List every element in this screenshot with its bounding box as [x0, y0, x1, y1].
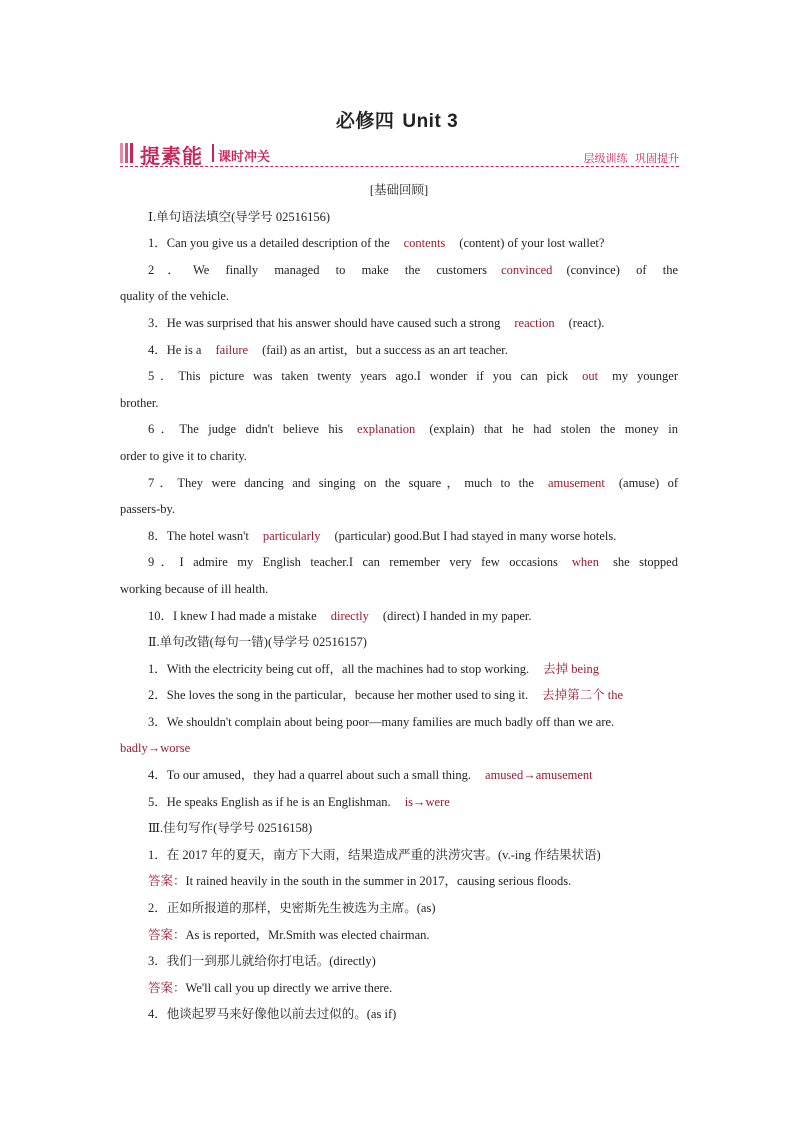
banner-dashed-line [120, 166, 679, 167]
answer: As is reported，Mr.Smith was elected chairman. [185, 927, 430, 942]
list-item: 1．在 2017 年的夏天，南方下大雨，结果造成严重的洪涝灾害。(v.-ing 作结果状语) [148, 847, 601, 862]
answer: failure [215, 342, 249, 357]
list-item: 7．They were dancing and singing on the square，much to the amusement (amuse) of [148, 475, 678, 490]
answer: 去掉第二个 the [542, 688, 624, 703]
banner-bars-decoration [120, 143, 133, 163]
list-item: 3．我们一到那儿就给你打电话。(directly) [148, 954, 376, 969]
answer: particularly [262, 528, 321, 543]
answer: directly [330, 608, 369, 623]
banner-sub-label: 课时冲关 [218, 150, 271, 165]
answer: contents [403, 236, 446, 251]
list-item: 4．He is a failure (fail) as an artist，but a success as an art teacher. [148, 342, 508, 357]
answer-line [120, 868, 678, 895]
answer: amused→amusement [485, 768, 593, 783]
answer: when [571, 555, 599, 570]
list-item-continuation [120, 735, 678, 762]
answer-line [120, 975, 678, 1002]
list-item: 5．He speaks English as if he is an Englishman. is→were [148, 794, 450, 809]
list-item: 3．He was surprised that his answer should have caused such a strong reaction (react). [148, 315, 605, 330]
list-item: 4．他谈起罗马来好像他以前去过似的。(as if) [148, 1007, 397, 1022]
answer: It rained heavily in the south in the summer in 2017，causing serious floods. [185, 874, 572, 889]
page-title [0, 106, 794, 133]
list-item: 8．The hotel wasn't particularly (particular) good.But I had stayed in many worse hotels. [148, 528, 617, 543]
list-item-continuation: working because of ill health. [120, 581, 269, 596]
part1-heading: Ⅰ.单句语法填空(导学号 02516156) [148, 209, 331, 224]
list-item-continuation: quality of the vehicle. [120, 289, 229, 304]
part2-heading: Ⅱ.单句改错(每句一错)(导学号 02516157) [148, 635, 367, 650]
list-item-continuation: order to give it to charity. [120, 448, 247, 463]
list-item: 2．正如所报道的那样，史密斯先生被选为主席。(as) [148, 901, 436, 916]
list-item: 1．With the electricity being cut off，all the machines had to stop working. 去掉 being [148, 661, 600, 676]
part3-heading: Ⅲ.佳句写作(导学号 02516158) [148, 821, 313, 836]
answer: We'll call you up directly we arrive there. [185, 980, 393, 995]
list-item: 4．To our amused，they had a quarrel about such a small thing. amused→amusement [148, 768, 593, 783]
answer: explanation [356, 422, 416, 437]
answer: 去掉 being [543, 661, 600, 676]
section-heading: [基础回顾] [369, 183, 429, 197]
banner-separator [212, 144, 214, 162]
answer: convinced [501, 262, 553, 277]
list-item-continuation: passers-by. [120, 502, 176, 517]
list-item: 9．I admire my English teacher.I can remember very few occasions when she stopped [148, 555, 678, 570]
answer: amusement [547, 475, 605, 490]
answer-label: 答案： [148, 927, 186, 942]
answer: reaction [514, 315, 555, 330]
answer: out [582, 369, 599, 384]
list-item: 5．This picture was taken twenty years ago.I wonder if you can pick out my younger [148, 369, 678, 384]
list-item: 2．She loves the song in the particular，because her mother used to sing it. 去掉第二个 the [148, 688, 624, 703]
answer: badly→worse [120, 741, 191, 756]
answer-line [120, 922, 678, 949]
banner-right-label: 层级训练 巩固提升 [583, 152, 679, 165]
list-item: 6．The judge didn't believe his explanation (explain) that he had stolen the money in [148, 422, 678, 437]
list-item: 10．I knew I had made a mistake directly (direct) I handed in my paper. [148, 608, 532, 623]
list-item: 2．We finally managed to make the customers convinced (convince) of the [148, 262, 678, 277]
list-item: 3．We shouldn't complain about being poor—many families are much badly off than we are. [148, 714, 615, 729]
list-item-continuation: brother. [120, 395, 159, 410]
banner-main-label: 提素能 [140, 144, 203, 168]
answer: is→were [404, 794, 450, 809]
page-title-unit: Unit 3 [402, 111, 459, 132]
answer-label: 答案： [148, 874, 186, 889]
page-title-cn: 必修四 [335, 111, 395, 132]
answer-label: 答案： [148, 980, 186, 995]
list-item: 1．Can you give us a detailed description of the contents (content) of your lost wallet? [148, 236, 605, 251]
section-banner [120, 141, 679, 167]
exercise-content [120, 177, 678, 1028]
